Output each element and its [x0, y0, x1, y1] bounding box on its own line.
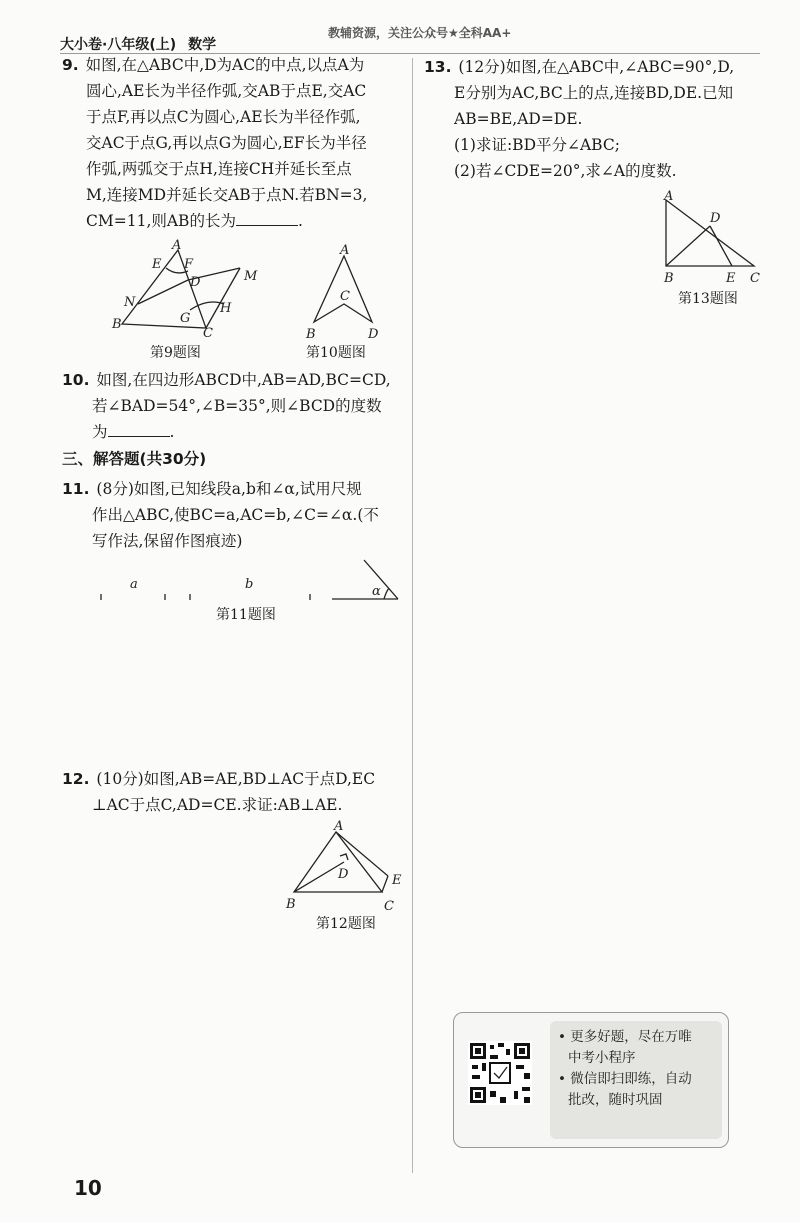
fig9-label-c: C: [203, 326, 213, 341]
q11-number: 11.: [62, 480, 90, 498]
q9-line-6: M,连接MD并延长交AB于点N.若BN=3,: [86, 186, 368, 204]
promo-line-4: 批改，随时巩固: [568, 1092, 663, 1108]
promo-box: [453, 1012, 729, 1148]
promo-text: [550, 1021, 722, 1139]
fig11-label-a: a: [130, 577, 138, 592]
fig11-label-alpha: α: [372, 584, 381, 599]
figure-13: [650, 186, 770, 286]
fig11-angle-side-2: [364, 560, 398, 599]
fig10-label-d: D: [368, 327, 379, 342]
q12-line-2: ⊥AC于点C,AD=CE.求证:AB⊥AE.: [92, 796, 343, 814]
q10-answer-blank[interactable]: [108, 422, 170, 437]
figure-11: [90, 556, 410, 606]
q9-last-text: CM=11,则AB的长为: [86, 212, 236, 230]
question-10: [62, 367, 408, 445]
fig10-label-c: C: [340, 289, 350, 304]
fig9-caption: 第9题图: [150, 345, 201, 361]
promo-line-3: • 微信即扫即练，自动: [558, 1071, 692, 1087]
q13-line-4: (1)求证:BD平分∠ABC;: [454, 136, 620, 154]
question-9: [62, 52, 408, 234]
q10-line-2: 若∠BAD=54°,∠B=35°,则∠BCD的度数: [92, 397, 382, 415]
header-watermark-text: 教辅资源，关注公众号★全科AA+: [328, 26, 512, 40]
q13-text-1: (12分)如图,在△ABC中,∠ABC=90°,D,: [458, 58, 735, 76]
fig11-caption: 第11题图: [216, 607, 276, 623]
fig13-triangle-abc: [666, 200, 754, 266]
fig12-triangle-abc: [294, 832, 382, 892]
figure-10: [300, 238, 390, 342]
q11-line-1: [62, 476, 408, 502]
fig13-caption: 第13题图: [678, 291, 738, 307]
column-divider: [412, 58, 413, 1173]
q9-line-2: 圆心,AE长为半径作弧,交AB于点E,交AC: [86, 82, 367, 100]
q9-line-3: 于点F,再以点C为圆心,AE长为半径作弧,: [86, 108, 361, 126]
q10-text-1: 如图,在四边形ABCD中,AB=AD,BC=CD,: [96, 371, 391, 389]
fig13-line-bd: [666, 226, 710, 266]
fig9-label-m: M: [244, 269, 258, 284]
fig12-right-angle-d: [340, 854, 348, 860]
fig9-label-g: G: [180, 311, 191, 326]
fig12-label-c: C: [384, 899, 394, 914]
question-12: [62, 766, 408, 818]
fig12-line-ce: [382, 876, 388, 892]
fig11-angle-arc: [384, 588, 389, 599]
page-number: 10: [74, 1176, 102, 1200]
fig13-label-b: B: [664, 271, 674, 286]
fig10-label-b: B: [306, 327, 316, 342]
section-title-solutions: 三、解答题(共30分): [62, 450, 207, 468]
fig10-caption: 第10题图: [306, 345, 366, 361]
fig13-label-c: C: [750, 271, 760, 286]
promo-line-1: • 更多好题，尽在万唯: [558, 1029, 692, 1045]
fig13-label-d: D: [710, 211, 721, 226]
q13-line-2: E分别为AC,BC上的点,连接BD,DE.已知: [454, 84, 734, 102]
fig12-label-d: D: [338, 867, 349, 882]
fig13-line-de: [710, 226, 732, 266]
header-book-title: [60, 34, 216, 54]
q9-end: .: [297, 212, 303, 230]
fig9-label-h: H: [220, 301, 232, 316]
fig12-label-e: E: [392, 873, 402, 888]
q11-text-1: (8分)如图,已知线段a,b和∠α,试用尺规: [96, 480, 362, 498]
q13-line-5: (2)若∠CDE=20°,求∠A的度数.: [454, 162, 677, 180]
q13-line-1: [424, 54, 770, 80]
figure-9: [100, 236, 280, 342]
fig13-label-e: E: [726, 271, 736, 286]
q12-number: 12.: [62, 770, 90, 788]
q9-line-4: 交AC于点G,再以点G为圆心,EF长为半径: [86, 134, 367, 152]
fig9-label-e: E: [152, 257, 162, 272]
qr-code-icon[interactable]: [468, 1041, 532, 1105]
q9-text-1: 如图,在△ABC中,D为AC的中点,以点A为: [85, 56, 365, 74]
q12-line-1: [62, 766, 408, 792]
subject-name: 数学: [188, 37, 217, 53]
fig12-caption: 第12题图: [316, 916, 376, 932]
fig9-label-b: B: [112, 317, 122, 332]
fig12-label-a: A: [334, 819, 344, 834]
book-name: 大小卷·八年级(上): [60, 37, 177, 53]
fig10-label-a: A: [340, 243, 350, 258]
q11-line-2: 作出△ABC,使BC=a,AC=b,∠C=∠α.(不: [92, 506, 379, 524]
q13-number: 13.: [424, 58, 452, 76]
fig9-label-n: N: [124, 295, 136, 310]
q11-line-3: 写作法,保留作图痕迹): [92, 532, 243, 550]
fig11-label-b: b: [245, 577, 254, 592]
q9-answer-blank[interactable]: [236, 211, 298, 226]
question-11: [62, 476, 408, 554]
fig9-line-cm: [206, 268, 240, 328]
q10-end: .: [169, 423, 175, 441]
q9-line-5: 作弧,两弧交于点H,连接CH并延长至点: [86, 160, 352, 178]
figure-12: [282, 818, 412, 914]
q10-last-text: 为: [92, 423, 108, 441]
q10-number: 10.: [62, 371, 90, 389]
fig12-line-bd: [294, 862, 344, 892]
question-13: [424, 54, 770, 184]
q10-line-3: [62, 419, 408, 445]
fig12-label-b: B: [286, 897, 296, 912]
fig13-label-a: A: [664, 189, 674, 204]
q13-line-3: AB=BE,AD=DE.: [454, 110, 583, 128]
q9-line-7: [62, 208, 408, 234]
fig9-label-f: F: [184, 257, 194, 272]
promo-line-2: 中考小程序: [568, 1050, 636, 1066]
fig9-label-d: D: [190, 275, 201, 290]
q9-number: 9.: [62, 56, 79, 74]
q10-line-1: [62, 367, 408, 393]
q12-text-1: (10分)如图,AB=AE,BD⊥AC于点D,EC: [96, 770, 376, 788]
fig9-label-a: A: [172, 238, 182, 253]
q9-line-1: [62, 52, 408, 78]
